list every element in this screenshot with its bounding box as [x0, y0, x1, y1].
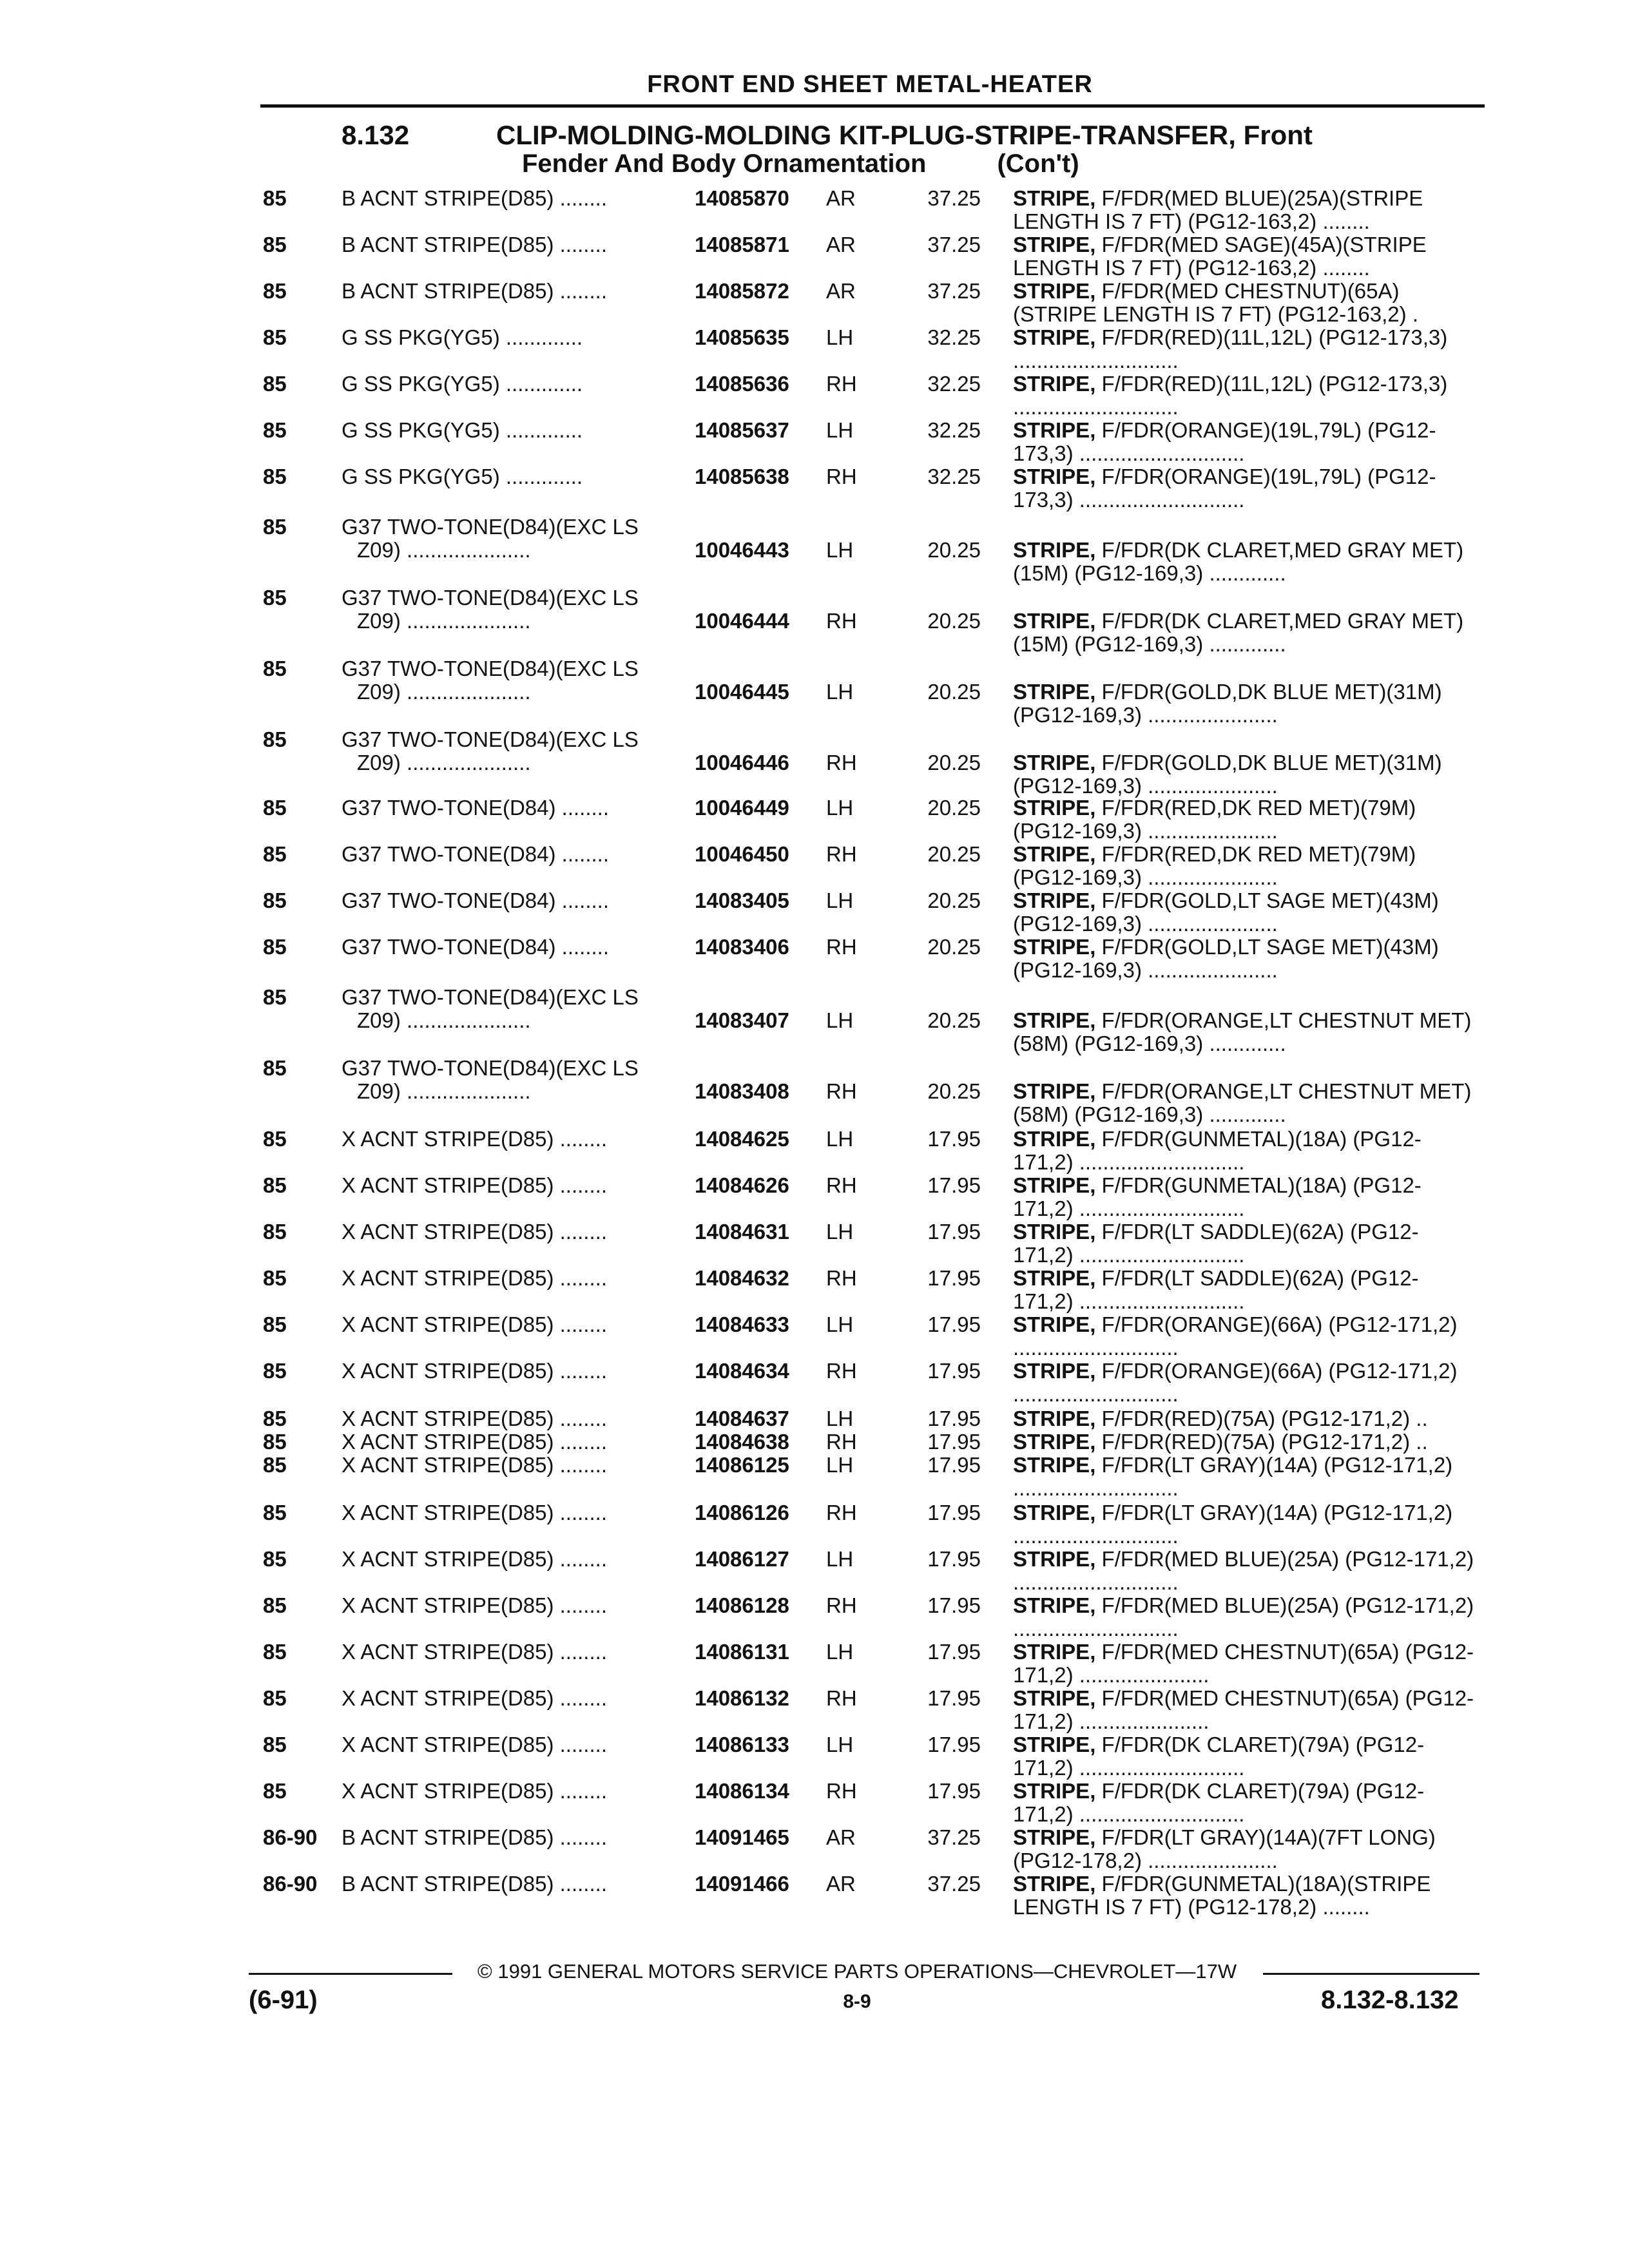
row-part-number: 10046449 [695, 796, 789, 820]
row-item-name: STRIPE, [1013, 1547, 1096, 1571]
row-model: G37 TWO-TONE(D84)(EXC LS [342, 728, 639, 751]
row-item-name: STRIPE, [1013, 538, 1096, 562]
row-item-detail: F/FDR(DK CLARET)(79A) (PG12-171,2) ............................ [1013, 1733, 1425, 1780]
row-year: 85 [263, 727, 287, 751]
row-year: 85 [263, 586, 287, 610]
row-item-detail: F/FDR(ORANGE)(66A) (PG12-171,2) ............................ [1013, 1359, 1458, 1406]
row-item-detail: F/FDR(LT SADDLE)(62A) (PG12-171,2) ............................ [1013, 1220, 1419, 1267]
row-price: 32.25 [927, 372, 981, 396]
row-part-number: 14084633 [695, 1312, 789, 1336]
row-year: 85 [263, 1501, 287, 1524]
row-item-detail: F/FDR(MED CHESTNUT)(65A) (PG12-171,2) ...................... [1013, 1640, 1474, 1687]
row-model: X ACNT STRIPE(D85) ........ [342, 1360, 607, 1383]
row-model: G SS PKG(YG5) ............. [342, 372, 583, 396]
footer-rule-left [249, 1973, 452, 1975]
row-model: B ACNT STRIPE(D85) ........ [342, 280, 607, 303]
row-description [1013, 1548, 1477, 1594]
row-part-number: 14084626 [695, 1173, 789, 1197]
row-part-number: 14086125 [695, 1453, 789, 1477]
row-item-detail: F/FDR(DK CLARET,MED GRAY MET)(15M) (PG12-169,3) ............. [1013, 538, 1464, 585]
row-model: G37 TWO-TONE(D84)(EXC LS [342, 657, 639, 680]
row-description [1013, 1640, 1477, 1687]
row-model: G37 TWO-TONE(D84)(EXC LS [342, 986, 639, 1009]
row-part-number: 14083408 [695, 1079, 789, 1103]
row-part-number: 14083406 [695, 935, 789, 959]
row-year: 85 [263, 186, 287, 210]
row-part-number: 14091465 [695, 1825, 789, 1849]
row-side: RH [826, 465, 857, 488]
row-price: 20.25 [927, 935, 981, 959]
row-year: 85 [263, 842, 287, 866]
row-model: X ACNT STRIPE(D85) ........ [342, 1430, 607, 1454]
row-price: 17.95 [927, 1430, 981, 1454]
row-description [1013, 372, 1477, 419]
row-price: 17.95 [927, 1127, 981, 1151]
row-model: X ACNT STRIPE(D85) ........ [342, 1548, 607, 1571]
row-description [1013, 1826, 1477, 1872]
row-price: 17.95 [927, 1220, 981, 1244]
row-description [1013, 1267, 1477, 1313]
row-year: 85 [263, 1266, 287, 1290]
row-year: 85 [263, 325, 287, 349]
page-header-title: FRONT END SHEET METAL-HEATER [647, 71, 1093, 98]
row-item-detail: F/FDR(RED,DK RED MET)(79M) (PG12-169,3) ...................... [1013, 842, 1416, 889]
row-model: B ACNT STRIPE(D85) ........ [342, 1872, 607, 1896]
row-price: 32.25 [927, 465, 981, 488]
row-item-detail: F/FDR(RED)(11L,12L) (PG12-173,3) ............................ [1013, 325, 1448, 372]
row-model: G SS PKG(YG5) ............. [342, 419, 583, 442]
row-model: B ACNT STRIPE(D85) ........ [342, 233, 607, 256]
row-side: LH [826, 1640, 854, 1664]
row-item-name: STRIPE, [1013, 1127, 1096, 1151]
row-year: 85 [263, 1359, 287, 1383]
section-number: 8.132 [342, 120, 410, 150]
row-item-detail: F/FDR(RED,DK RED MET)(79M) (PG12-169,3) ...................... [1013, 796, 1416, 843]
row-side: LH [826, 325, 854, 349]
footer-copyright: © 1991 GENERAL MOTORS SERVICE PARTS OPERATIONS—CHEVROLET—17W [477, 1960, 1237, 1983]
row-description [1013, 1313, 1477, 1360]
row-year: 85 [263, 372, 287, 396]
row-part-number: 14085637 [695, 418, 789, 442]
row-description [1013, 1687, 1477, 1733]
row-part-number: 14085635 [695, 325, 789, 349]
row-item-name: STRIPE, [1013, 325, 1096, 349]
row-price: 17.95 [927, 1593, 981, 1617]
row-model: X ACNT STRIPE(D85) ........ [342, 1267, 607, 1290]
row-price: 17.95 [927, 1407, 981, 1430]
row-model: G37 TWO-TONE(D84)(EXC LS [342, 515, 639, 539]
row-year: 85 [263, 1430, 287, 1454]
row-price: 17.95 [927, 1312, 981, 1336]
row-price: 20.25 [927, 889, 981, 912]
row-part-number: 14086126 [695, 1501, 789, 1524]
row-year: 85 [263, 1779, 287, 1803]
row-item-detail: F/FDR(RED)(75A) (PG12-171,2) .. [1101, 1430, 1428, 1454]
row-description [1013, 680, 1477, 727]
row-item-name: STRIPE, [1013, 1779, 1096, 1803]
row-item-detail: F/FDR(LT GRAY)(14A)(7FT LONG) (PG12-178,2) ...................... [1013, 1825, 1436, 1872]
row-description [1013, 1220, 1477, 1267]
row-item-name: STRIPE, [1013, 1872, 1096, 1896]
row-item-name: STRIPE, [1013, 1593, 1096, 1617]
row-side: RH [826, 372, 857, 396]
row-year: 86-90 [263, 1825, 318, 1849]
row-year: 85 [263, 1220, 287, 1244]
row-item-name: STRIPE, [1013, 418, 1096, 442]
row-side: RH [826, 1359, 857, 1383]
row-description [1013, 610, 1477, 656]
row-side: RH [826, 842, 857, 866]
row-part-number: 14083405 [695, 889, 789, 912]
row-item-detail: F/FDR(GUNMETAL)(18A) (PG12-171,2) ............................ [1013, 1173, 1422, 1220]
row-part-number: 14091466 [695, 1872, 789, 1896]
row-part-number: 10046445 [695, 680, 789, 704]
row-model: X ACNT STRIPE(D85) ........ [342, 1594, 607, 1617]
row-side: RH [826, 1173, 857, 1197]
row-part-number: 10046446 [695, 751, 789, 774]
row-model: B ACNT STRIPE(D85) ........ [342, 1826, 607, 1849]
row-side: LH [826, 538, 854, 562]
row-model-cont: Z09) ..................... [357, 610, 531, 633]
row-year: 85 [263, 279, 287, 303]
row-year: 85 [263, 1593, 287, 1617]
row-price: 20.25 [927, 842, 981, 866]
row-side: RH [826, 1593, 857, 1617]
row-item-name: STRIPE, [1013, 1825, 1096, 1849]
row-item-name: STRIPE, [1013, 233, 1096, 256]
row-year: 85 [263, 657, 287, 680]
row-item-detail: F/FDR(MED BLUE)(25A) (PG12-171,2) ............................ [1013, 1593, 1474, 1640]
row-year: 85 [263, 796, 287, 820]
row-price: 20.25 [927, 680, 981, 704]
row-item-name: STRIPE, [1013, 889, 1096, 912]
row-part-number: 14084625 [695, 1127, 789, 1151]
row-item-name: STRIPE, [1013, 372, 1096, 396]
footer-section-range: 8.132-8.132 [1321, 1986, 1459, 2014]
row-side: AR [826, 1825, 856, 1849]
row-model-cont: Z09) ..................... [357, 751, 531, 774]
row-year: 85 [263, 418, 287, 442]
row-model-cont: Z09) ..................... [357, 1009, 531, 1032]
row-item-detail: F/FDR(GOLD,LT SAGE MET)(43M) (PG12-169,3) ...................... [1013, 889, 1439, 936]
row-price: 37.25 [927, 1825, 981, 1849]
row-side: LH [826, 1733, 854, 1756]
row-year: 85 [263, 1453, 287, 1477]
row-item-detail: F/FDR(ORANGE,LT CHESTNUT MET)(58M) (PG12-169,3) ............. [1013, 1008, 1472, 1055]
section-continued: (Con't) [997, 149, 1079, 178]
row-model: G37 TWO-TONE(D84)(EXC LS [342, 1057, 639, 1080]
row-description [1013, 1360, 1477, 1406]
row-year: 85 [263, 1407, 287, 1430]
row-item-name: STRIPE, [1013, 465, 1096, 488]
row-side: RH [826, 609, 857, 633]
row-item-name: STRIPE, [1013, 1640, 1096, 1664]
row-year: 85 [263, 1686, 287, 1710]
row-item-name: STRIPE, [1013, 609, 1096, 633]
row-price: 17.95 [927, 1501, 981, 1524]
row-item-name: STRIPE, [1013, 1407, 1096, 1430]
row-item-detail: F/FDR(GOLD,DK BLUE MET)(31M) (PG12-169,3) ...................... [1013, 680, 1442, 727]
row-item-name: STRIPE, [1013, 1733, 1096, 1756]
row-price: 37.25 [927, 1872, 981, 1896]
row-description [1013, 1594, 1477, 1640]
row-price: 32.25 [927, 418, 981, 442]
row-side: AR [826, 279, 856, 303]
row-item-name: STRIPE, [1013, 796, 1096, 820]
row-item-detail: F/FDR(RED)(11L,12L) (PG12-173,3) ............................ [1013, 372, 1448, 419]
row-item-name: STRIPE, [1013, 751, 1096, 774]
row-item-name: STRIPE, [1013, 1220, 1096, 1244]
row-price: 17.95 [927, 1686, 981, 1710]
section-subtitle: Fender And Body Ornamentation [522, 149, 927, 178]
row-part-number: 14085636 [695, 372, 789, 396]
row-description [1013, 326, 1477, 372]
row-model: X ACNT STRIPE(D85) ........ [342, 1128, 607, 1151]
row-item-detail: F/FDR(GOLD,LT SAGE MET)(43M) (PG12-169,3) ...................... [1013, 935, 1439, 982]
row-side: LH [826, 1127, 854, 1151]
row-side: LH [826, 1220, 854, 1244]
row-item-name: STRIPE, [1013, 1008, 1096, 1032]
section-title: CLIP-MOLDING-MOLDING KIT-PLUG-STRIPE-TRANSFER, Front [496, 120, 1313, 150]
row-model: G37 TWO-TONE(D84) ........ [342, 843, 610, 866]
row-item-name: STRIPE, [1013, 1430, 1096, 1454]
row-model: X ACNT STRIPE(D85) ........ [342, 1174, 607, 1197]
row-description [1013, 1733, 1477, 1780]
row-model: X ACNT STRIPE(D85) ........ [342, 1501, 607, 1524]
footer-rule-right [1263, 1973, 1480, 1975]
row-item-detail: F/FDR(MED CHESTNUT)(65A) (PG12-171,2) ...................... [1013, 1686, 1474, 1733]
row-price: 20.25 [927, 751, 981, 774]
row-part-number: 14084634 [695, 1359, 789, 1383]
row-price: 17.95 [927, 1640, 981, 1664]
row-side: RH [826, 1430, 857, 1454]
row-part-number: 14084637 [695, 1407, 789, 1430]
row-model: B ACNT STRIPE(D85) ........ [342, 187, 607, 210]
row-year: 85 [263, 935, 287, 959]
row-price: 37.25 [927, 279, 981, 303]
row-model-cont: Z09) ..................... [357, 680, 531, 704]
row-description [1013, 843, 1477, 889]
row-side: AR [826, 1872, 856, 1896]
row-price: 17.95 [927, 1453, 981, 1477]
row-side: RH [826, 1079, 857, 1103]
row-price: 17.95 [927, 1779, 981, 1803]
row-model: G SS PKG(YG5) ............. [342, 326, 583, 349]
row-part-number: 14085871 [695, 233, 789, 256]
row-description [1013, 419, 1477, 465]
row-year: 86-90 [263, 1872, 318, 1896]
row-description [1013, 751, 1477, 798]
row-description [1013, 1501, 1477, 1548]
row-item-detail: F/FDR(MED SAGE)(45A)(STRIPE LENGTH IS 7 FT) (PG12-163,2) ........ [1013, 233, 1427, 280]
row-description [1013, 280, 1477, 326]
row-item-name: STRIPE, [1013, 279, 1096, 303]
row-year: 85 [263, 1733, 287, 1756]
row-side: RH [826, 1779, 857, 1803]
row-side: LH [826, 1312, 854, 1336]
row-item-name: STRIPE, [1013, 1266, 1096, 1290]
row-description [1013, 1080, 1477, 1126]
row-item-detail: F/FDR(GUNMETAL)(18A) (PG12-171,2) ............................ [1013, 1127, 1422, 1174]
row-description [1013, 1780, 1477, 1826]
row-side: AR [826, 233, 856, 256]
row-part-number: 14085870 [695, 186, 789, 210]
row-part-number: 14086127 [695, 1547, 789, 1571]
row-description [1013, 465, 1477, 512]
row-year: 85 [263, 233, 287, 256]
row-description [1013, 796, 1477, 843]
row-side: RH [826, 1686, 857, 1710]
row-model: G37 TWO-TONE(D84)(EXC LS [342, 586, 639, 610]
footer-page-number: 8-9 [843, 1991, 871, 2012]
row-item-detail: F/FDR(RED)(75A) (PG12-171,2) .. [1101, 1407, 1428, 1430]
row-description [1013, 936, 1477, 982]
row-year: 85 [263, 889, 287, 912]
row-part-number: 14083407 [695, 1008, 789, 1032]
row-part-number: 14086134 [695, 1779, 789, 1803]
row-description [1013, 233, 1477, 280]
row-price: 17.95 [927, 1173, 981, 1197]
row-model: G37 TWO-TONE(D84) ........ [342, 889, 610, 912]
row-part-number: 10046450 [695, 842, 789, 866]
row-side: LH [826, 680, 854, 704]
row-price: 37.25 [927, 186, 981, 210]
row-item-name: STRIPE, [1013, 1453, 1096, 1477]
row-item-detail: F/FDR(LT SADDLE)(62A) (PG12-171,2) ............................ [1013, 1266, 1419, 1313]
row-item-name: STRIPE, [1013, 1686, 1096, 1710]
row-description [1013, 539, 1477, 585]
row-item-detail: F/FDR(MED CHESTNUT)(65A) (STRIPE LENGTH IS 7 FT) (PG12-163,2) . [1013, 279, 1418, 326]
row-item-name: STRIPE, [1013, 842, 1096, 866]
row-side: RH [826, 1266, 857, 1290]
row-item-detail: F/FDR(DK CLARET)(79A) (PG12-171,2) ............................ [1013, 1779, 1425, 1826]
row-description [1013, 1454, 1477, 1500]
row-price: 32.25 [927, 325, 981, 349]
row-item-name: STRIPE, [1013, 1359, 1096, 1383]
row-description [1013, 1174, 1477, 1220]
row-side: LH [826, 418, 854, 442]
row-part-number: 10046444 [695, 609, 789, 633]
row-side: LH [826, 889, 854, 912]
footer-date-code: (6-91) [249, 1986, 318, 2014]
row-side: RH [826, 751, 857, 774]
row-model: X ACNT STRIPE(D85) ........ [342, 1454, 607, 1477]
row-part-number: 10046443 [695, 538, 789, 562]
row-item-detail: F/FDR(ORANGE,LT CHESTNUT MET)(58M) (PG12-169,3) ............. [1013, 1079, 1472, 1126]
row-description [1013, 1009, 1477, 1055]
row-price: 20.25 [927, 538, 981, 562]
row-year: 85 [263, 465, 287, 488]
row-part-number: 14086133 [695, 1733, 789, 1756]
row-item-name: STRIPE, [1013, 1312, 1096, 1336]
row-part-number: 14086131 [695, 1640, 789, 1664]
row-price: 17.95 [927, 1266, 981, 1290]
row-year: 85 [263, 1056, 287, 1080]
row-model: G37 TWO-TONE(D84) ........ [342, 796, 610, 820]
row-year: 85 [263, 1640, 287, 1664]
row-item-name: STRIPE, [1013, 935, 1096, 959]
row-item-name: STRIPE, [1013, 186, 1096, 210]
row-description [1013, 1407, 1477, 1430]
row-model: X ACNT STRIPE(D85) ........ [342, 1733, 607, 1756]
row-description [1013, 1430, 1477, 1454]
row-year: 85 [263, 1312, 287, 1336]
row-year: 85 [263, 985, 287, 1009]
row-side: RH [826, 1501, 857, 1524]
row-model: G37 TWO-TONE(D84) ........ [342, 936, 610, 959]
row-year: 85 [263, 1127, 287, 1151]
row-year: 85 [263, 1547, 287, 1571]
row-item-name: STRIPE, [1013, 1173, 1096, 1197]
row-description [1013, 889, 1477, 936]
row-side: AR [826, 186, 856, 210]
row-side: LH [826, 1407, 854, 1430]
row-part-number: 14085872 [695, 279, 789, 303]
row-item-name: STRIPE, [1013, 1079, 1096, 1103]
row-model: X ACNT STRIPE(D85) ........ [342, 1780, 607, 1803]
row-side: LH [826, 1453, 854, 1477]
row-year: 85 [263, 1173, 287, 1197]
row-item-detail: F/FDR(GOLD,DK BLUE MET)(31M) (PG12-169,3) ...................... [1013, 751, 1442, 798]
row-year: 85 [263, 515, 287, 539]
row-price: 17.95 [927, 1359, 981, 1383]
row-price: 17.95 [927, 1733, 981, 1756]
row-model-cont: Z09) ..................... [357, 1080, 531, 1103]
row-model: X ACNT STRIPE(D85) ........ [342, 1407, 607, 1430]
row-description [1013, 187, 1477, 233]
row-price: 37.25 [927, 233, 981, 256]
row-price: 20.25 [927, 609, 981, 633]
row-part-number: 14086128 [695, 1593, 789, 1617]
row-side: LH [826, 796, 854, 820]
row-price: 20.25 [927, 1008, 981, 1032]
row-item-detail: F/FDR(ORANGE)(19L,79L) (PG12-173,3) ............................ [1013, 418, 1436, 465]
row-item-detail: F/FDR(LT GRAY)(14A) (PG12-171,2) ............................ [1013, 1453, 1453, 1500]
row-item-detail: F/FDR(DK CLARET,MED GRAY MET)(15M) (PG12-169,3) ............. [1013, 609, 1464, 656]
row-part-number: 14086132 [695, 1686, 789, 1710]
row-side: LH [826, 1008, 854, 1032]
row-item-name: STRIPE, [1013, 680, 1096, 704]
row-side: LH [826, 1547, 854, 1571]
row-item-detail: F/FDR(LT GRAY)(14A) (PG12-171,2) ............................ [1013, 1501, 1453, 1548]
row-description [1013, 1128, 1477, 1174]
row-item-detail: F/FDR(MED BLUE)(25A)(STRIPE LENGTH IS 7 FT) (PG12-163,2) ........ [1013, 186, 1423, 233]
row-model: G SS PKG(YG5) ............. [342, 465, 583, 488]
row-item-detail: F/FDR(ORANGE)(66A) (PG12-171,2) ............................ [1013, 1312, 1458, 1360]
row-item-name: STRIPE, [1013, 1501, 1096, 1524]
row-item-detail: F/FDR(ORANGE)(19L,79L) (PG12-173,3) ............................ [1013, 465, 1436, 512]
row-price: 20.25 [927, 796, 981, 820]
row-model: X ACNT STRIPE(D85) ........ [342, 1220, 607, 1244]
row-model-cont: Z09) ..................... [357, 539, 531, 562]
row-part-number: 14084632 [695, 1266, 789, 1290]
row-price: 17.95 [927, 1547, 981, 1571]
row-description [1013, 1872, 1477, 1919]
row-item-detail: F/FDR(GUNMETAL)(18A)(STRIPE LENGTH IS 7 FT) (PG12-178,2) ........ [1013, 1872, 1431, 1919]
row-model: X ACNT STRIPE(D85) ........ [342, 1313, 607, 1336]
row-item-detail: F/FDR(MED BLUE)(25A) (PG12-171,2) ............................ [1013, 1547, 1474, 1594]
row-part-number: 14085638 [695, 465, 789, 488]
row-model: X ACNT STRIPE(D85) ........ [342, 1640, 607, 1664]
row-price: 20.25 [927, 1079, 981, 1103]
row-model: X ACNT STRIPE(D85) ........ [342, 1687, 607, 1710]
row-part-number: 14084638 [695, 1430, 789, 1454]
row-side: RH [826, 935, 857, 959]
row-part-number: 14084631 [695, 1220, 789, 1244]
